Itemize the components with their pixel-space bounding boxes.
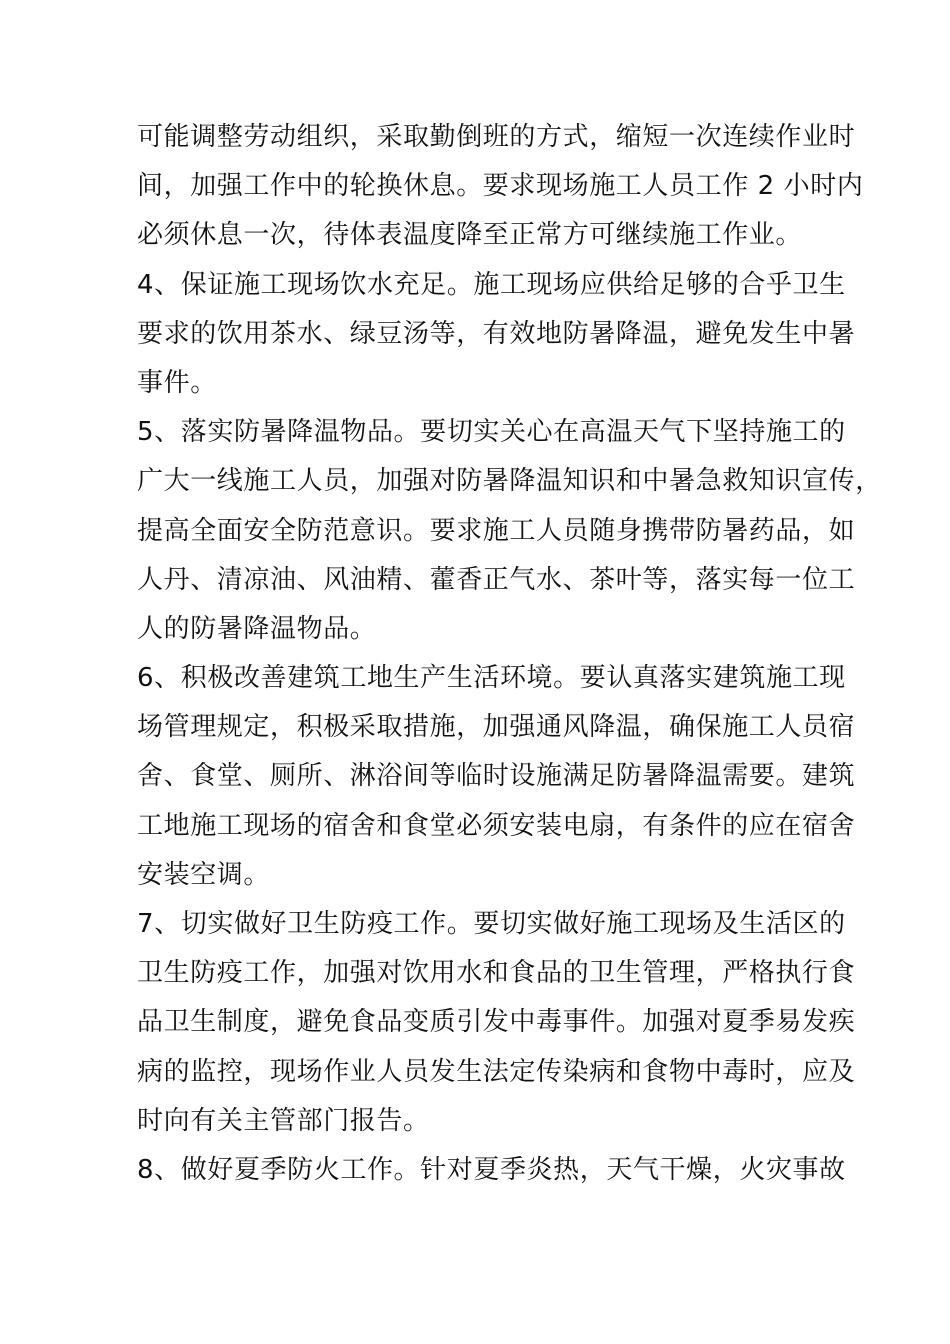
text-line: 提高全面安全防范意识。要求施工人员随身携带防暑药品，如 bbox=[137, 515, 856, 546]
text-line: 必须休息一次，待体表温度降至正常方可继续施工作业。 bbox=[137, 220, 803, 251]
text-line: 广大一线施工人员，加强对防暑降温知识和中暑急救知识宣传， bbox=[137, 466, 882, 497]
text-line: 品卫生制度，避免食品变质引发中毒事件。加强对夏季易发疾 bbox=[137, 1007, 856, 1038]
text-line: 事件。 bbox=[137, 367, 217, 398]
text-line: 时向有关主管部门报告。 bbox=[137, 1105, 430, 1136]
text-line: 人丹、清凉油、风油精、藿香正气水、茶叶等，落实每一位工 bbox=[137, 564, 856, 595]
text-line: 安装空调。 bbox=[137, 859, 271, 890]
text-line: 4、保证施工现场饮水充足。施工现场应供给足够的合乎卫生 bbox=[137, 269, 846, 300]
text-line: 可能调整劳动组织，采取勤倒班的方式，缩短一次连续作业时 bbox=[137, 122, 856, 152]
text-line: 工地施工现场的宿舍和食堂必须安装电扇，有条件的应在宿舍 bbox=[137, 810, 856, 841]
body-text bbox=[137, 113, 882, 1195]
text-line: 场管理规定，积极采取措施，加强通风降温，确保施工人员宿 bbox=[137, 712, 856, 743]
text-line: 6、积极改善建筑工地生产生活环境。要认真落实建筑施工现 bbox=[137, 663, 846, 694]
text-line: 病的监控，现场作业人员发生法定传染病和食物中毒时，应及 bbox=[137, 1056, 856, 1087]
text-line: 8、做好夏季防火工作。针对夏季炎热，天气干燥，火灾事故 bbox=[137, 1154, 846, 1185]
text-line: 5、落实防暑降温物品。要切实关心在高温天气下坚持施工的 bbox=[137, 417, 846, 448]
text-line: 人的防暑降温物品。 bbox=[137, 613, 377, 644]
text-line: 间，加强工作中的轮换休息。要求现场施工人员工作 2 小时内 bbox=[137, 171, 864, 202]
text-line: 7、切实做好卫生防疫工作。要切实做好施工现场及生活区的 bbox=[137, 909, 846, 939]
text-line: 舍、食堂、厕所、淋浴间等临时设施满足防暑降温需要。建筑 bbox=[137, 761, 856, 792]
text-line: 卫生防疫工作，加强对饮用水和食品的卫生管理，严格执行食 bbox=[137, 958, 856, 989]
text-line: 要求的饮用茶水、绿豆汤等，有效地防暑降温，避免发生中暑 bbox=[137, 318, 856, 349]
